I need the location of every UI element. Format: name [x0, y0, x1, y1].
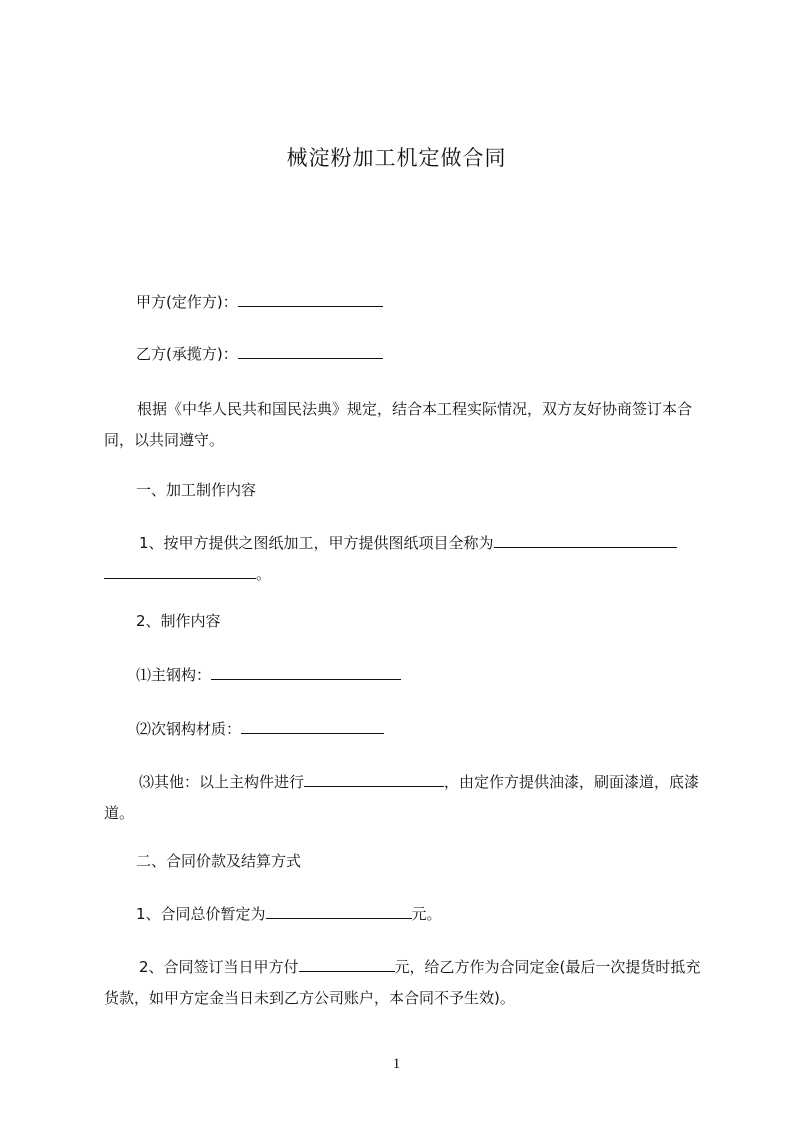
sub3-paragraph [104, 767, 704, 829]
sub1-blank [211, 665, 401, 680]
page-number: 1 [392, 1056, 401, 1072]
sub2-blank [241, 719, 384, 734]
item1-end: 。 [256, 565, 272, 583]
section2-heading: 二、合同价款及结算方式 [136, 852, 302, 870]
item1-text: 1、按甲方提供之图纸加工，甲方提供图纸项目全称为 [139, 534, 494, 552]
price2-after: 元，给乙方作为合同定金(最后一次提货时抵充货款，如甲方定金当日未到乙方公司账户，本合同不予生效)。 [104, 958, 701, 1007]
price1-blank [266, 904, 412, 919]
sub1-label: ⑴主钢构： [136, 666, 212, 684]
party-b-label: 乙方(承揽方)： [136, 345, 238, 363]
price1-before: 1、合同总价暂定为 [136, 905, 266, 923]
sub2-label: ⑵次钢构材质： [136, 720, 242, 738]
item1-blank [494, 533, 677, 548]
price1-after: 元。 [411, 905, 442, 923]
sub3-after: ，由定作方提供油漆，刷面漆道，底漆道。 [104, 773, 700, 822]
item2-heading: 2、制作内容 [136, 612, 221, 630]
party-a-line [136, 292, 383, 312]
party-a-label: 甲方(定作方)： [136, 293, 238, 311]
sub3-blank [304, 772, 444, 787]
party-a-blank [238, 292, 383, 307]
price2-before: 2、合同签订当日甲方付 [139, 958, 299, 976]
price2-paragraph [104, 952, 704, 1014]
sub2-line [136, 719, 384, 739]
item1-paragraph [104, 528, 704, 590]
item1-blank-continued [104, 564, 256, 579]
party-b-blank [238, 344, 383, 359]
sub3-before: ⑶其他：以上主构件进行 [139, 773, 305, 791]
document-title: 械淀粉加工机定做合同 [286, 146, 507, 170]
sub1-line [136, 665, 401, 685]
price1-line [136, 904, 442, 924]
price2-blank [299, 957, 395, 972]
party-b-line [136, 344, 383, 364]
intro-paragraph: 根据《中华人民共和国民法典》规定，结合本工程实际情况，双方友好协商签订本合同，以共同遵守。 [104, 400, 693, 449]
section1-heading: 一、加工制作内容 [136, 481, 257, 499]
